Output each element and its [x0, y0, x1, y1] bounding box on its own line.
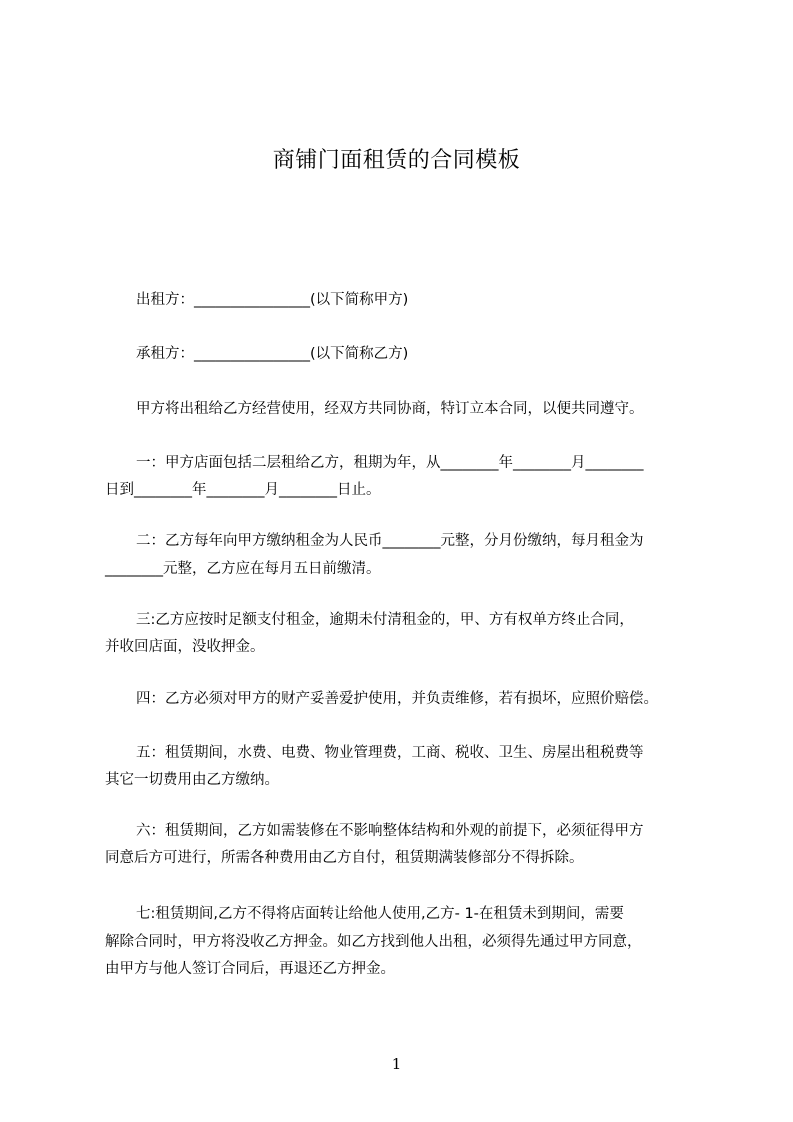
- clause-7-line-3: 由甲方与他人签订合同后，再退还乙方押金。: [105, 961, 395, 977]
- clause-4-line-1: 四：乙方必须对甲方的财产妥善爱护使用，并负责维修，若有损坏，应照价赔偿。: [136, 691, 658, 707]
- clause-6-line-2: 同意后方可进行，所需各种费用由乙方自付，租赁期满装修部分不得拆除。: [105, 850, 584, 866]
- clause-7-line-2: 解除合同时，甲方将没收乙方押金。如乙方找到他人出租，必须得先通过甲方同意，: [105, 934, 642, 950]
- clause-3-line-2: 并收回店面，没收押金。: [105, 639, 265, 655]
- clause-1-line-1: 一：甲方店面包括二层租给乙方，租期为年，从________年________月________: [136, 455, 644, 471]
- clause-2-line-2: ________元整，乙方应在每月五日前缴清。: [105, 561, 381, 577]
- clause-6-line-1: 六：租赁期间，乙方如需装修在不影响整体结构和外观的前提下，必须征得甲方: [136, 823, 644, 839]
- clause-5-line-1: 五：租赁期间，水费、电费、物业管理费，工商、税收、卫生、房屋出租税费等: [136, 745, 644, 761]
- page-number: 1: [391, 1055, 402, 1073]
- lessor-line: 出租方：________________(以下简称甲方): [136, 292, 409, 308]
- lessee-line: 承租方：________________(以下简称乙方): [136, 346, 409, 362]
- preamble: 甲方将出租给乙方经营使用，经双方共同协商，特订立本合同，以便共同遵守。: [136, 401, 644, 417]
- document-title: 商铺门面租赁的合同模板: [272, 148, 521, 173]
- clause-2-line-1: 二：乙方每年向甲方缴纳租金为人民币________元整，分月份缴纳，每月租金为: [136, 533, 644, 549]
- clause-3-line-1: 三:乙方应按时足额支付租金，逾期未付清租金的，甲、方有权单方终止合同，: [136, 612, 634, 628]
- clause-1-line-2: 日到________年________月________日止。: [105, 482, 381, 498]
- clause-5-line-2: 其它一切费用由乙方缴纳。: [105, 772, 279, 788]
- clause-7-line-1: 七:租赁期间,乙方不得将店面转让给他人使用,乙方- 1-在租赁未到期间，需要: [136, 906, 624, 922]
